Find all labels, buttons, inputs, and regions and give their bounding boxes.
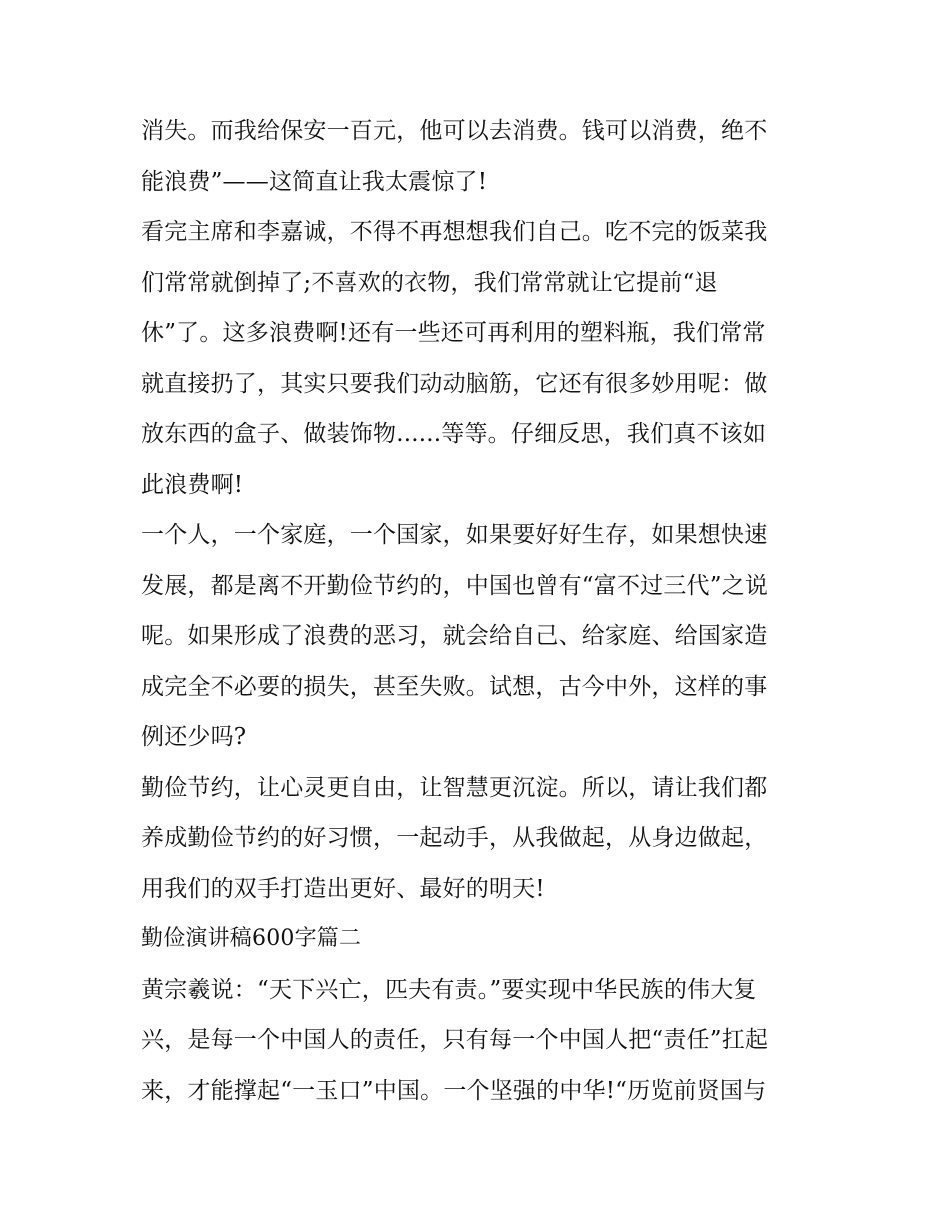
text-line: 来，才能撑起“一玉口”中国。一个坚强的中华!“历览前贤国与 [141, 1077, 767, 1104]
section-heading: 勤俭演讲稿600字篇二 [141, 926, 362, 951]
text-line: 们常常就倒掉了;不喜欢的衣物，我们常常就让它提前“退 [141, 269, 718, 296]
text-line: 休”了。这多浪费啊!还有一些还可再利用的塑料瓶，我们常常 [141, 320, 766, 346]
text-line: 呢。如果形成了浪费的恶习，就会给自己、给家庭、给国家造 [141, 623, 768, 649]
text-line: 一个人，一个家庭，一个国家，如果要好好生存，如果想快速 [141, 522, 768, 548]
text-line: 发展，都是离不开勤俭节约的，中国也曾有“富不过三代”之说 [141, 572, 769, 599]
document-body [141, 106, 821, 1116]
text-line: 勤俭节约，让心灵更自由，让智慧更沉淀。所以，请让我们都 [141, 774, 768, 801]
text-line: 成完全不必要的损失，甚至失败。试想，古今中外，这样的事 [141, 673, 768, 700]
text-line: 用我们的双手打造出更好、最好的明天! [141, 875, 545, 902]
text-line: 黄宗羲说：“天下兴亡，匹夫有责。”要实现中华民族的伟大复 [141, 976, 757, 1003]
text-line: 放东西的盒子、做装饰物......等等。仔细反思，我们真不该如 [141, 421, 767, 447]
text-line: 看完主席和李嘉诚，不得不再想想我们自己。吃不完的饭菜我 [141, 219, 768, 245]
text-line: 兴，是每一个中国人的责任，只有每一个中国人把“责任”扛起 [141, 1027, 769, 1053]
text-line: 消失。而我给保安一百元，他可以去消费。钱可以消费，绝不 [141, 118, 768, 144]
text-line: 能浪费”——这简直让我太震惊了! [141, 168, 488, 195]
text-line: 例还少吗? [141, 724, 247, 750]
text-line: 此浪费啊! [141, 471, 244, 498]
text-line: 就直接扔了，其实只要我们动动脑筋，它还有很多妙用呢：做 [141, 370, 768, 397]
text-line: 养成勤俭节约的好习惯，一起动手，从我做起，从身边做起， [141, 825, 768, 851]
